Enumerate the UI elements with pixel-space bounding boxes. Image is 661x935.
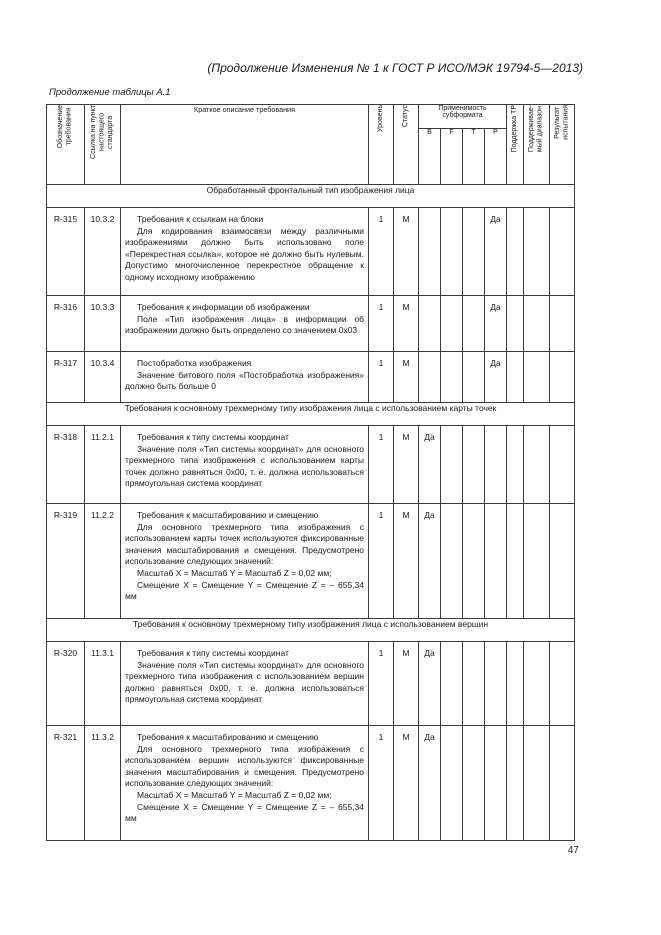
subformat-f-cell bbox=[441, 352, 463, 403]
requirement-text: Значение поля «Тип системы координат» для основного трехмерного типа изображения с использованием вершин должно равняться 0x00, т. е. должна использоваться прямоугольная система координат bbox=[125, 659, 364, 705]
clause-reference: 10.3.2 bbox=[85, 208, 121, 296]
section-row bbox=[47, 403, 575, 426]
requirement-title: Постобработка изображения bbox=[137, 358, 252, 368]
requirement-id: R-316 bbox=[47, 296, 85, 352]
requirement-formula: Масштаб X = Масштаб Y = Масштаб Z = 0,02 мм; bbox=[137, 567, 332, 578]
subformat-p-cell bbox=[485, 642, 507, 726]
status-cell: М bbox=[394, 352, 419, 403]
supported-range-cell bbox=[524, 296, 550, 352]
table-row bbox=[47, 642, 575, 726]
requirement-id: R-320 bbox=[47, 642, 85, 726]
supported-range-cell bbox=[524, 504, 550, 619]
level-cell: 1 bbox=[369, 642, 394, 726]
requirement-title: Требования к ссылкам на блоки bbox=[137, 214, 264, 224]
level-cell: 1 bbox=[369, 504, 394, 619]
status-cell: М bbox=[394, 726, 419, 841]
col-header-sub-b: В bbox=[419, 129, 441, 185]
requirement-text: Значение поля «Тип системы координат» для основного трехмерного типа изображения с использованием карты точек должно равняться 0x00, т. е. должна использоваться прямоугольная система координат bbox=[125, 443, 364, 489]
clause-reference: 10.3.4 bbox=[85, 352, 121, 403]
tr-support-cell bbox=[507, 352, 524, 403]
requirement-text: Для кодирования взаимосвязи между различными изображениями должно быть использовано поле «Перекрестная ссылка», которое не должно быть нулевым. Допустимо многочисленное перекрестное обращение к одному исходному изображению bbox=[125, 225, 364, 282]
requirement-text: Значение битового поля «Постобработка изображения» должно быть больше 0 bbox=[125, 369, 364, 392]
section-row bbox=[47, 185, 575, 208]
subformat-p-cell: Да bbox=[485, 352, 507, 403]
subformat-t-cell bbox=[463, 642, 485, 726]
col-header-sub-f: F bbox=[441, 129, 463, 185]
status-cell: М bbox=[394, 642, 419, 726]
requirement-description bbox=[121, 726, 369, 841]
clause-reference: 11.2.1 bbox=[85, 426, 121, 504]
requirement-title: Требования к масштабированию и смещению bbox=[137, 510, 319, 520]
subformat-f-cell bbox=[441, 208, 463, 296]
subformat-f-cell bbox=[441, 296, 463, 352]
supported-range-cell bbox=[524, 426, 550, 504]
subformat-t-cell bbox=[463, 208, 485, 296]
table-row bbox=[47, 296, 575, 352]
section-row bbox=[47, 619, 575, 642]
page-number: 47 bbox=[567, 845, 579, 856]
clause-reference: 10.3.3 bbox=[85, 296, 121, 352]
requirement-text: Для основного трехмерного типа изображения с использованием карты точек используются фиксированные значения масштабирования и смещения. Предусмотрено использование следующих значений: bbox=[125, 521, 364, 567]
subformat-t-cell bbox=[463, 726, 485, 841]
level-cell: 1 bbox=[369, 426, 394, 504]
subformat-f-cell bbox=[441, 726, 463, 841]
requirement-title: Требования к типу системы координат bbox=[137, 432, 289, 442]
col-header-sub-t: Т bbox=[463, 129, 485, 185]
subformat-f-cell bbox=[441, 426, 463, 504]
clause-reference: 11.3.1 bbox=[85, 642, 121, 726]
requirement-id: R-318 bbox=[47, 426, 85, 504]
col-header-range: Поддерживае- мый диапазон bbox=[524, 105, 550, 185]
col-header-desc: Краткое описание требования bbox=[121, 105, 369, 185]
requirement-description bbox=[121, 426, 369, 504]
subformat-f-cell bbox=[441, 504, 463, 619]
section-title: Обработанный фронтальный тип изображения лица bbox=[47, 185, 575, 208]
col-header-id: Обозначение требования bbox=[47, 105, 85, 185]
requirement-title: Требования к масштабированию и смещению bbox=[137, 732, 319, 742]
test-result-cell bbox=[550, 296, 575, 352]
level-cell: 1 bbox=[369, 352, 394, 403]
status-cell: М bbox=[394, 426, 419, 504]
table-caption: Продолжение таблицы А.1 bbox=[49, 87, 171, 98]
requirement-description bbox=[121, 296, 369, 352]
clause-reference: 11.3.2 bbox=[85, 726, 121, 841]
requirement-id: R-315 bbox=[47, 208, 85, 296]
document-header: (Продолжение Изменения № 1 к ГОСТ Р ИСО/МЭК 19794-5—2013) bbox=[207, 61, 583, 75]
subformat-t-cell bbox=[463, 504, 485, 619]
subformat-p-cell bbox=[485, 504, 507, 619]
supported-range-cell bbox=[524, 208, 550, 296]
col-header-ref: Ссылка на пункт настоящего стандарта bbox=[85, 105, 121, 185]
subformat-b-cell: Да bbox=[419, 726, 441, 841]
requirement-text: Поле «Тип изображения лица» в информации об изображении должно быть определено со значением 0x03 bbox=[125, 313, 364, 336]
subformat-t-cell bbox=[463, 352, 485, 403]
subformat-b-cell bbox=[419, 352, 441, 403]
test-result-cell bbox=[550, 352, 575, 403]
level-cell: 1 bbox=[369, 208, 394, 296]
requirement-formula: Масштаб X = Масштаб Y = Масштаб Z = 0,02 мм; bbox=[137, 789, 332, 800]
test-result-cell bbox=[550, 426, 575, 504]
supported-range-cell bbox=[524, 726, 550, 841]
status-cell: М bbox=[394, 296, 419, 352]
tr-support-cell bbox=[507, 504, 524, 619]
requirement-description bbox=[121, 208, 369, 296]
tr-support-cell bbox=[507, 726, 524, 841]
level-cell: 1 bbox=[369, 726, 394, 841]
subformat-b-cell bbox=[419, 296, 441, 352]
test-result-cell bbox=[550, 504, 575, 619]
subformat-b-cell: Да bbox=[419, 504, 441, 619]
table-row bbox=[47, 726, 575, 841]
test-result-cell bbox=[550, 208, 575, 296]
requirement-title: Требования к информации об изображении bbox=[137, 302, 310, 312]
subformat-t-cell bbox=[463, 296, 485, 352]
table-row bbox=[47, 426, 575, 504]
tr-support-cell bbox=[507, 642, 524, 726]
subformat-t-cell bbox=[463, 426, 485, 504]
tr-support-cell bbox=[507, 426, 524, 504]
col-header-tr: Поддержка ТР bbox=[507, 105, 524, 185]
requirement-id: R-317 bbox=[47, 352, 85, 403]
tr-support-cell bbox=[507, 296, 524, 352]
table-row bbox=[47, 352, 575, 403]
requirement-id: R-319 bbox=[47, 504, 85, 619]
supported-range-cell bbox=[524, 642, 550, 726]
requirement-description bbox=[121, 642, 369, 726]
section-title: Требования к основному трехмерному типу изображения лица с использованием карты точек bbox=[47, 403, 575, 426]
col-header-level: Уровень bbox=[369, 105, 394, 185]
subformat-b-cell bbox=[419, 208, 441, 296]
requirement-description bbox=[121, 504, 369, 619]
requirements-table bbox=[46, 104, 575, 841]
subformat-p-cell: Да bbox=[485, 208, 507, 296]
col-header-result: Результат испытания bbox=[550, 105, 575, 185]
subformat-b-cell: Да bbox=[419, 642, 441, 726]
status-cell: М bbox=[394, 208, 419, 296]
tr-support-cell bbox=[507, 208, 524, 296]
col-header-status: Статус bbox=[394, 105, 419, 185]
col-header-applicability: Применимость субформата bbox=[419, 105, 507, 129]
subformat-b-cell: Да bbox=[419, 426, 441, 504]
subformat-p-cell: Да bbox=[485, 296, 507, 352]
test-result-cell bbox=[550, 642, 575, 726]
requirement-text: Для основного трехмерного типа изображения с использованием вершин используются фиксированные значения масштабирования и смещения. Предусмотрено использование следующих значений: bbox=[125, 743, 364, 789]
col-header-sub-p: Р bbox=[485, 129, 507, 185]
clause-reference: 11.2.2 bbox=[85, 504, 121, 619]
supported-range-cell bbox=[524, 352, 550, 403]
requirement-title: Требования к типу системы координат bbox=[137, 648, 289, 658]
subformat-p-cell bbox=[485, 726, 507, 841]
subformat-f-cell bbox=[441, 642, 463, 726]
table-row bbox=[47, 504, 575, 619]
test-result-cell bbox=[550, 726, 575, 841]
requirement-id: R-321 bbox=[47, 726, 85, 841]
section-title: Требования к основному трехмерному типу изображения лица с использованием вершин bbox=[47, 619, 575, 642]
table-row bbox=[47, 208, 575, 296]
status-cell: М bbox=[394, 504, 419, 619]
level-cell: 1 bbox=[369, 296, 394, 352]
requirement-formula: Смещение X = Смещение Y = Смещение Z = – 655,34 мм bbox=[125, 579, 364, 602]
requirement-description bbox=[121, 352, 369, 403]
subformat-p-cell bbox=[485, 426, 507, 504]
requirement-formula: Смещение X = Смещение Y = Смещение Z = – 655,34 мм bbox=[125, 801, 364, 824]
